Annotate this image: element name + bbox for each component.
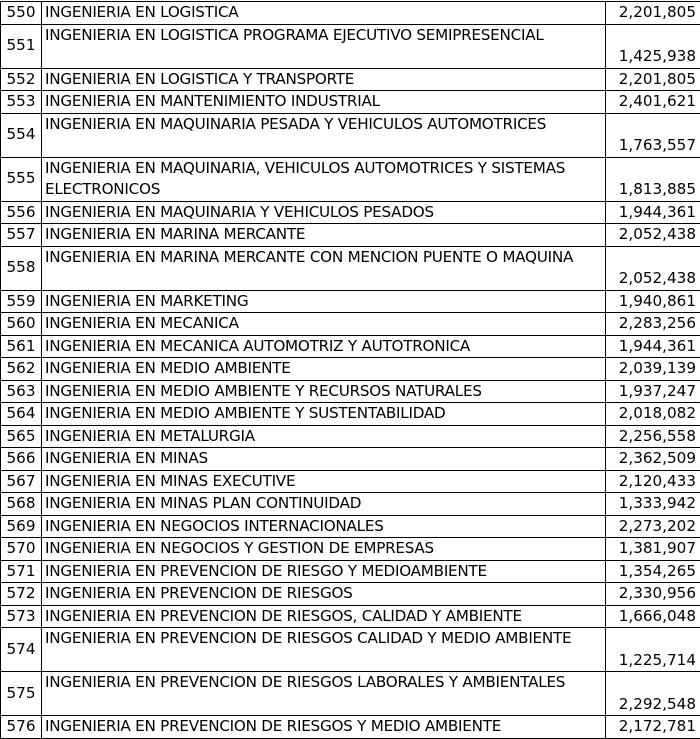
amount-cell: 1,333,942 <box>606 493 700 516</box>
amount-cell: 1,666,048 <box>606 605 700 628</box>
table-row <box>1 560 700 583</box>
row-number-cell: 550 <box>1 2 42 25</box>
row-number-cell: 576 <box>1 716 42 739</box>
program-name-cell: INGENIERIA EN NEGOCIOS INTERNACIONALES <box>42 515 606 538</box>
table-row <box>1 538 700 561</box>
amount-cell: 2,039,139 <box>606 358 700 381</box>
table-row <box>1 313 700 336</box>
program-name-cell: INGENIERIA EN PREVENCION DE RIESGOS LABORALES Y AMBIENTALES <box>42 672 606 716</box>
program-name-cell: INGENIERIA EN MAQUINARIA Y VEHICULOS PESADOS <box>42 201 606 224</box>
amount-cell: 1,763,557 <box>606 113 700 157</box>
table-row <box>1 716 700 739</box>
amount-cell: 2,018,082 <box>606 403 700 426</box>
table-row <box>1 246 700 290</box>
program-name-cell: INGENIERIA EN NEGOCIOS Y GESTION DE EMPRESAS <box>42 538 606 561</box>
row-number-cell: 557 <box>1 224 42 247</box>
amount-cell: 2,172,781 <box>606 716 700 739</box>
amount-cell: 2,362,509 <box>606 448 700 471</box>
table-row <box>1 224 700 247</box>
table-row <box>1 157 700 201</box>
program-name-cell: INGENIERIA EN LOGISTICA <box>42 2 606 25</box>
table-row <box>1 628 700 672</box>
amount-cell: 1,944,361 <box>606 201 700 224</box>
row-number-cell: 567 <box>1 470 42 493</box>
row-number-cell: 552 <box>1 68 42 91</box>
row-number-cell: 573 <box>1 605 42 628</box>
table-row <box>1 335 700 358</box>
amount-cell: 2,052,438 <box>606 246 700 290</box>
row-number-cell: 569 <box>1 515 42 538</box>
program-table <box>0 1 700 739</box>
program-name-cell: INGENIERIA EN MEDIO AMBIENTE <box>42 358 606 381</box>
amount-cell: 1,813,885 <box>606 157 700 201</box>
table-row <box>1 448 700 471</box>
table-row <box>1 91 700 114</box>
amount-cell: 1,425,938 <box>606 24 700 68</box>
row-number-cell: 565 <box>1 425 42 448</box>
table-row <box>1 68 700 91</box>
row-number-cell: 574 <box>1 628 42 672</box>
amount-cell: 1,937,247 <box>606 380 700 403</box>
amount-cell: 1,944,361 <box>606 335 700 358</box>
row-number-cell: 570 <box>1 538 42 561</box>
table-row <box>1 2 700 25</box>
table-row <box>1 403 700 426</box>
row-number-cell: 571 <box>1 560 42 583</box>
amount-cell: 2,052,438 <box>606 224 700 247</box>
program-name-cell: INGENIERIA EN MEDIO AMBIENTE Y SUSTENTABILIDAD <box>42 403 606 426</box>
amount-cell: 2,256,558 <box>606 425 700 448</box>
program-name-cell: INGENIERIA EN LOGISTICA Y TRANSPORTE <box>42 68 606 91</box>
table-row <box>1 605 700 628</box>
row-number-cell: 563 <box>1 380 42 403</box>
program-name-cell: INGENIERIA EN METALURGIA <box>42 425 606 448</box>
amount-cell: 2,401,621 <box>606 91 700 114</box>
amount-cell: 1,225,714 <box>606 628 700 672</box>
program-name-cell: INGENIERIA EN MARINA MERCANTE <box>42 224 606 247</box>
row-number-cell: 556 <box>1 201 42 224</box>
table-row <box>1 425 700 448</box>
row-number-cell: 572 <box>1 583 42 606</box>
program-name-cell: INGENIERIA EN PREVENCION DE RIESGO Y MEDIOAMBIENTE <box>42 560 606 583</box>
amount-cell: 2,120,433 <box>606 470 700 493</box>
row-number-cell: 551 <box>1 24 42 68</box>
program-name-cell: INGENIERIA EN MANTENIMIENTO INDUSTRIAL <box>42 91 606 114</box>
program-name-cell: INGENIERIA EN PREVENCION DE RIESGOS <box>42 583 606 606</box>
amount-cell: 1,354,265 <box>606 560 700 583</box>
program-name-cell: INGENIERIA EN MEDIO AMBIENTE Y RECURSOS NATURALES <box>42 380 606 403</box>
row-number-cell: 566 <box>1 448 42 471</box>
program-table-body <box>1 2 700 739</box>
table-row <box>1 672 700 716</box>
row-number-cell: 554 <box>1 113 42 157</box>
program-name-cell: INGENIERIA EN MINAS PLAN CONTINUIDAD <box>42 493 606 516</box>
row-number-cell: 558 <box>1 246 42 290</box>
row-number-cell: 560 <box>1 313 42 336</box>
table-row <box>1 358 700 381</box>
program-name-cell: INGENIERIA EN PREVENCION DE RIESGOS, CALIDAD Y AMBIENTE <box>42 605 606 628</box>
row-number-cell: 561 <box>1 335 42 358</box>
table-row <box>1 493 700 516</box>
table-row <box>1 380 700 403</box>
amount-cell: 2,201,805 <box>606 2 700 25</box>
program-name-cell: INGENIERIA EN MARINA MERCANTE CON MENCION PUENTE O MAQUINA <box>42 246 606 290</box>
amount-cell: 2,330,956 <box>606 583 700 606</box>
amount-cell: 2,283,256 <box>606 313 700 336</box>
row-number-cell: 562 <box>1 358 42 381</box>
amount-cell: 1,940,861 <box>606 290 700 313</box>
table-row <box>1 470 700 493</box>
table-row <box>1 201 700 224</box>
amount-cell: 1,381,907 <box>606 538 700 561</box>
program-name-cell: INGENIERIA EN PREVENCION DE RIESGOS Y MEDIO AMBIENTE <box>42 716 606 739</box>
amount-cell: 2,292,548 <box>606 672 700 716</box>
program-name-cell: INGENIERIA EN MECANICA AUTOMOTRIZ Y AUTOTRONICA <box>42 335 606 358</box>
row-number-cell: 564 <box>1 403 42 426</box>
table-row <box>1 583 700 606</box>
row-number-cell: 559 <box>1 290 42 313</box>
program-name-cell: INGENIERIA EN PREVENCION DE RIESGOS CALIDAD Y MEDIO AMBIENTE <box>42 628 606 672</box>
program-name-cell: INGENIERIA EN MINAS <box>42 448 606 471</box>
program-name-cell: INGENIERIA EN MINAS EXECUTIVE <box>42 470 606 493</box>
program-name-cell: INGENIERIA EN MARKETING <box>42 290 606 313</box>
row-number-cell: 575 <box>1 672 42 716</box>
table-row <box>1 113 700 157</box>
row-number-cell: 555 <box>1 157 42 201</box>
amount-cell: 2,201,805 <box>606 68 700 91</box>
program-name-cell: INGENIERIA EN LOGISTICA PROGRAMA EJECUTIVO SEMIPRESENCIAL <box>42 24 606 68</box>
row-number-cell: 568 <box>1 493 42 516</box>
row-number-cell: 553 <box>1 91 42 114</box>
table-row <box>1 24 700 68</box>
program-name-cell: INGENIERIA EN MAQUINARIA, VEHICULOS AUTOMOTRICES Y SISTEMAS ELECTRONICOS <box>42 157 606 201</box>
table-row <box>1 290 700 313</box>
program-name-cell: INGENIERIA EN MAQUINARIA PESADA Y VEHICULOS AUTOMOTRICES <box>42 113 606 157</box>
table-row <box>1 515 700 538</box>
amount-cell: 2,273,202 <box>606 515 700 538</box>
program-name-cell: INGENIERIA EN MECANICA <box>42 313 606 336</box>
